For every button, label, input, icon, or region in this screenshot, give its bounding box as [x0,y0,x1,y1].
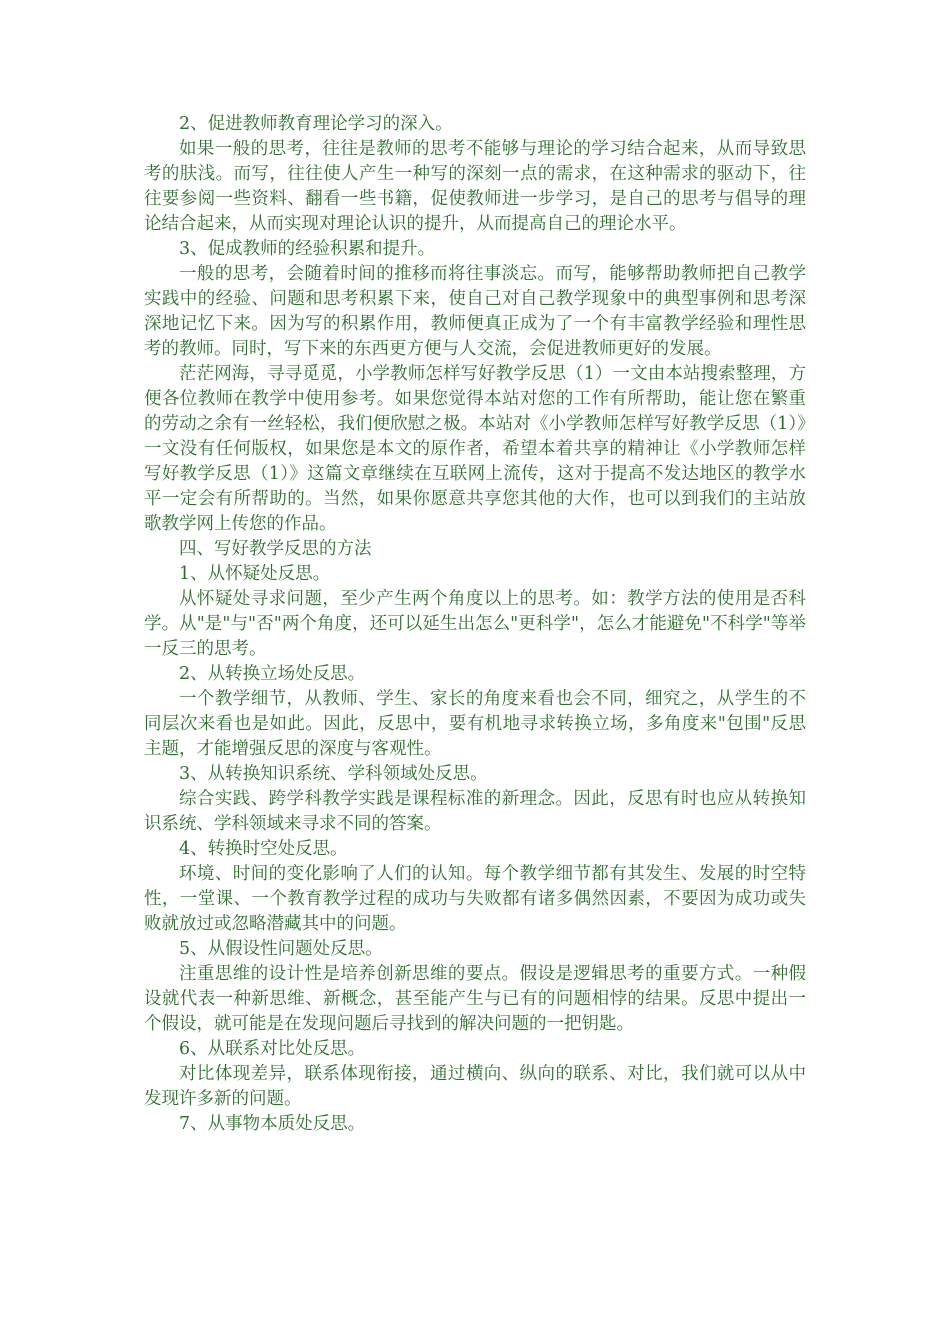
heading-method-5: 5、从假设性问题处反思。 [179,939,383,959]
heading-2-theory: 2、促进教师教育理论学习的深入。 [179,114,453,134]
section-heading-methods: 四、写好教学反思的方法 [179,539,372,559]
paragraph-method-2: 一个教学细节，从教师、学生、家长的角度来看也会不同，细究之，从学生的不同层次来看也是如此。因此，反思中，要有机地寻求转换立场，多角度来"包围"反思主题，才能增强反思的深度与客观性。 [144,689,806,759]
heading-method-4: 4、转换时空处反思。 [179,839,348,859]
heading-method-3: 3、从转换知识系统、学科领域处反思。 [179,764,488,784]
paragraph-method-5: 注重思维的设计性是培养创新思维的要点。假设是逻辑思考的重要方式。一种假设就代表一种新思维、新概念，甚至能产生与已有的问题相悖的结果。反思中提出一个假设，就可能是在发现问题后寻找到的解决问题的一把钥匙。 [144,964,806,1034]
heading-3-experience: 3、促成教师的经验积累和提升。 [179,239,436,259]
paragraph-method-3: 综合实践、跨学科教学实践是课程标准的新理念。因此，反思有时也应从转换知识系统、学科领域来寻求不同的答案。 [144,789,806,834]
heading-method-7: 7、从事物本质处反思。 [179,1114,366,1134]
document-body [144,112,806,1137]
paragraph-theory: 如果一般的思考，往往是教师的思考不能够与理论的学习结合起来，从而导致思考的肤浅。而写，往往使人产生一种写的深刻一点的需求，在这种需求的驱动下，往往要参阅一些资料、翻看一些书籍，促使教师进一步学习，是自己的思考与倡导的理论结合起来，从而实现对理论认识的提升，从而提高自己的理论水平。 [144,139,806,234]
heading-method-1: 1、从怀疑处反思。 [179,564,331,584]
paragraph-method-1: 从怀疑处寻求问题，至少产生两个角度以上的思考。如：教学方法的使用是否科学。从"是"与"否"两个角度，还可以延生出怎么"更科学"，怎么才能避免"不科学"等举一反三的思考。 [144,589,806,659]
paragraph-method-4: 环境、时间的变化影响了人们的认知。每个教学细节都有其发生、发展的时空特性，一堂课、一个教育教学过程的成功与失败都有诸多偶然因素，不要因为成功或失败就放过或忽略潜藏其中的问题。 [144,864,806,934]
paragraph-site-notice: 茫茫网海，寻寻觅觅，小学教师怎样写好教学反思（1）一文由本站搜索整理，方便各位教师在教学中使用参考。如果您觉得本站对您的工作有所帮助，能让您在繁重的劳动之余有一丝轻松，我们便欣慰之极。本站对《小学教师怎样写好教学反思（1）》一文没有任何版权，如果您是本文的原作者，希望本着共享的精神让《小学教师怎样写好教学反思（1）》这篇文章继续在互联网上流传，这对于提高不发达地区的教学水平一定会有所帮助的。当然，如果你愿意共享您其他的大作，也可以到我们的主站放歌教学网上传您的作品。 [144,364,806,534]
paragraph-method-6: 对比体现差异，联系体现衔接，通过横向、纵向的联系、对比，我们就可以从中发现许多新的问题。 [144,1064,806,1109]
heading-method-2: 2、从转换立场处反思。 [179,664,366,684]
paragraph-experience: 一般的思考，会随着时间的推移而将往事淡忘。而写，能够帮助教师把自己教学实践中的经验、问题和思考积累下来，使自己对自己教学现象中的典型事例和思考深深地记忆下来。因为写的积累作用，教师便真正成为了一个有丰富教学经验和理性思考的教师。同时，写下来的东西更方便与人交流，会促进教师更好的发展。 [144,264,806,359]
heading-method-6: 6、从联系对比处反思。 [179,1039,366,1059]
